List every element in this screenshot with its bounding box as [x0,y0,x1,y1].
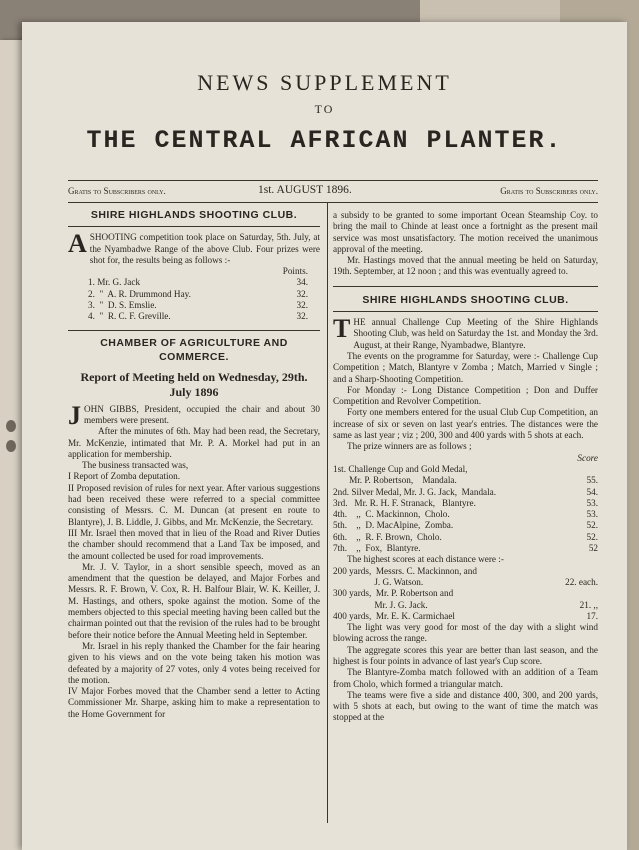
heading-shooting-club-2: SHIRE HIGHLANDS SHOOTING CLUB. [362,293,569,306]
paragraph: II Proposed revision of rules for next year. After various suggestions had been received these were referred to a special committee consisting of Messrs. C. M. Duncan (at present en route to Blantyre), J. B. Liddle, J. Gibbs, and Mr. McKenzie, the Secretary. [68,482,320,527]
divider [68,226,320,227]
divider [333,286,598,287]
paragraph: I Report of Zomba deputation. [68,471,181,482]
distance-row [333,611,598,622]
paragraph: Mr. J. V. Taylor, in a short sensible speech, moved as an amendment that the question be delayed, and Major Forbes and Messrs. R. F. Brown, V. Cox, R. H. Balfour Blair, W. K. Keiller, J. M. Hastings, and others, spoke against the motion. Some of the members objected to this special meeting having been called but the chairman pointed out that the revision of the rules had to be brought before their notice before the Annual Meeting held in September. [68,561,320,640]
masthead-title: THE CENTRAL AFRICAN PLANTER. [86,126,563,155]
paragraph: III Mr. Israel then moved that in lieu of the Road and River Duties the chamber should recommend that a Land Tax be imposed, and the amount collected be used for road improvements. [68,527,320,561]
masthead-line-1: NEWS SUPPLEMENT [197,70,452,95]
paragraph: Mr. Hastings moved that the annual meeting be held on Saturday, 19th. September, at 12 noon ; and this was eventually agreed to. [333,255,598,277]
drop-cap: T [333,314,351,344]
prize-row-name: 4th. ,, C. Mackinnon, Cholo. [333,509,450,520]
paragraph: OHN GIBBS, President, occupied the chair and about 30 members were present. [84,403,320,425]
prize-row-name: 2nd. Silver Medal, Mr. J. G. Jack, Mandala. [333,486,497,497]
heading-chamber: CHAMBER OF AGRICULTURE AND COMMERCE. [100,336,288,363]
prize-row-value: 52. [586,520,598,531]
paragraph: The highest scores at each distance were :- [347,554,504,565]
distance-row-name: 400 yards, Mr. E. K. Carmichael [333,610,455,621]
paragraph: Mr. Israel in his reply thanked the Chamber for the fair hearing given to his views and on the vote being taken his motion was defeated by a majority of 27 votes, only 4 votes being received for the motion. [68,640,320,685]
distance-row-value: 17. [586,610,598,621]
distance-row [333,566,598,577]
paragraph: The business transacted was, [82,460,189,471]
prize-row [333,464,598,475]
prize-row-name: 6th. ,, R. F. Brown, Cholo. [333,531,442,542]
prize-row-value: 52. [586,531,598,542]
paragraph: Forty one members entered for the usual Club Cup Competition, an increase of six or seven on last year's entries. The distances were the same as last year ; viz ; 200, 300 and 400 yards with 5 shots at each. [333,407,598,441]
result-row-name: 4. " R. C. F. Greville. [88,311,171,322]
paragraph: The teams were five a side and distance 400, 300, and 200 yards, with 5 shots at each, but owing to the want of time the match was stopped at the [333,689,598,723]
distance-row [333,588,598,599]
drop-cap: A [68,229,87,259]
result-row-name: 2. " A. R. Drummond Hay. [88,288,191,299]
result-row-name: 3. " D. S. Emslie. [88,300,157,311]
prize-list [333,464,598,554]
distance-row-value: 22. each. [565,576,598,587]
paragraph: The prize winners are as follows ; [347,441,472,452]
prize-row-name: Mr. P. Robertson, Mandala. [333,475,457,486]
prize-row-value: 53. [586,509,598,520]
prize-row-value: 54. [586,486,598,497]
result-row [88,277,308,288]
paragraph: For Monday :- Long Distance Competition ; Don and Duffer Competition and Revolver Competition. [333,384,598,407]
rule-below-dateline [68,202,598,203]
prize-row-name: 5th. ,, D. MacAlpine, Zomba. [333,520,454,531]
rule-top [68,180,598,181]
subheading-report: Report of Meeting held on Wednesday, 29th. July 1896 [80,369,308,399]
result-row [88,311,308,322]
paragraph: HE annual Challenge Cup Meeting of the Shire Highlands Shooting Club, was held on Saturday the 1st. and Monday the 3rd. August, at their Range, Nyambadwe, Blantyre. [353,317,598,350]
newspaper-page [22,22,627,850]
distance-row-name: 200 yards, Messrs. C. Mackinnon, and [333,565,477,576]
paragraph: a subsidy to be granted to some important Ocean Steamship Coy. to bring the mail to Chinde at least once a fortnight as the present mail service was most unsatisfactory. The motion received the unanimous approval of the meeting. [333,210,598,254]
divider [333,311,598,312]
result-row-name: 1. Mr. G. Jack [88,277,141,288]
prize-row [333,532,598,543]
distance-row-name: 300 yards, Mr. P. Robertson and [333,588,454,599]
left-column [68,210,320,720]
distance-row [333,600,598,611]
binding-hole [6,440,16,452]
dateline-date: 1st. AUGUST 1896. [258,184,352,196]
distance-row [333,577,598,588]
prize-row-name: 3rd. Mr. R. H. F. Stranack, Blantyre. [333,497,476,508]
result-row [88,289,308,300]
paragraph: SHOOTING competition took place on Saturday, 5th. July, at the Nyambadwe Range of the above Club. Four prizes were shot for, the results being as follows :- [89,232,320,265]
prize-row-value: 55. [586,475,598,486]
prize-row [333,520,598,531]
result-row-value: 32. [296,288,308,299]
distance-list [333,566,598,622]
right-column [333,210,598,724]
score-label: Score [577,452,598,463]
prize-row [333,543,598,554]
prize-row [333,487,598,498]
prize-row [333,498,598,509]
paragraph: The aggregate scores this year are better than last season, and the highest is four points in advance of last year's Cup score. [333,644,598,666]
prize-row-name: 1st. Challenge Cup and Gold Medal, [333,463,468,474]
prize-row-value: 52 [588,543,598,554]
paragraph: The light was very good for most of the day with a slight wind blowing across the range. [333,622,598,644]
divider [68,330,320,331]
dateline-left: Gratis to Subscribers only. [68,186,166,196]
paragraph: After the minutes of 6th. May had been read, the Secretary, Mr. McKenzie, intimated that Mr. P. A. Morkel had put in an application for membership. [68,426,320,459]
drop-cap: J [68,400,81,430]
masthead-line-2: TO [314,102,335,116]
results-list [68,277,320,322]
distance-row-name: J. G. Watson. [333,576,424,587]
paragraph: The events on the programme for Saturday, were :- Challenge Cup Competition ; Match, Blantyre v Zomba ; Match, Married v Single ; and a Sharp-Shooting Competition. [333,350,598,384]
prize-row [333,475,598,486]
result-row-value: 34. [296,277,308,288]
points-label: Points. [282,266,308,277]
result-row-value: 32. [296,311,308,322]
dateline-right: Gratis to Subscribers only. [500,186,598,196]
distance-row-name: Mr. J. G. Jack. [333,599,428,610]
paragraph: The Blantyre-Zomba match followed with an addition of a Team from Cholo, which formed a triangular match. [333,667,598,689]
prize-row [333,509,598,520]
result-row [88,300,308,311]
prize-row-name: 7th. ,, Fox, Blantyre. [333,543,421,554]
binding-hole [6,420,16,432]
column-divider [327,203,328,823]
result-row-value: 32. [296,300,308,311]
distance-row-value: 21. ,, [579,599,598,610]
heading-shooting-club: SHIRE HIGHLANDS SHOOTING CLUB. [90,209,298,221]
prize-row-value: 53. [586,497,598,508]
paragraph: IV Major Forbes moved that the Chamber send a letter to Acting Commissioner Mr. Sharpe, asking him to make a representation to the Home Government for [68,686,320,719]
